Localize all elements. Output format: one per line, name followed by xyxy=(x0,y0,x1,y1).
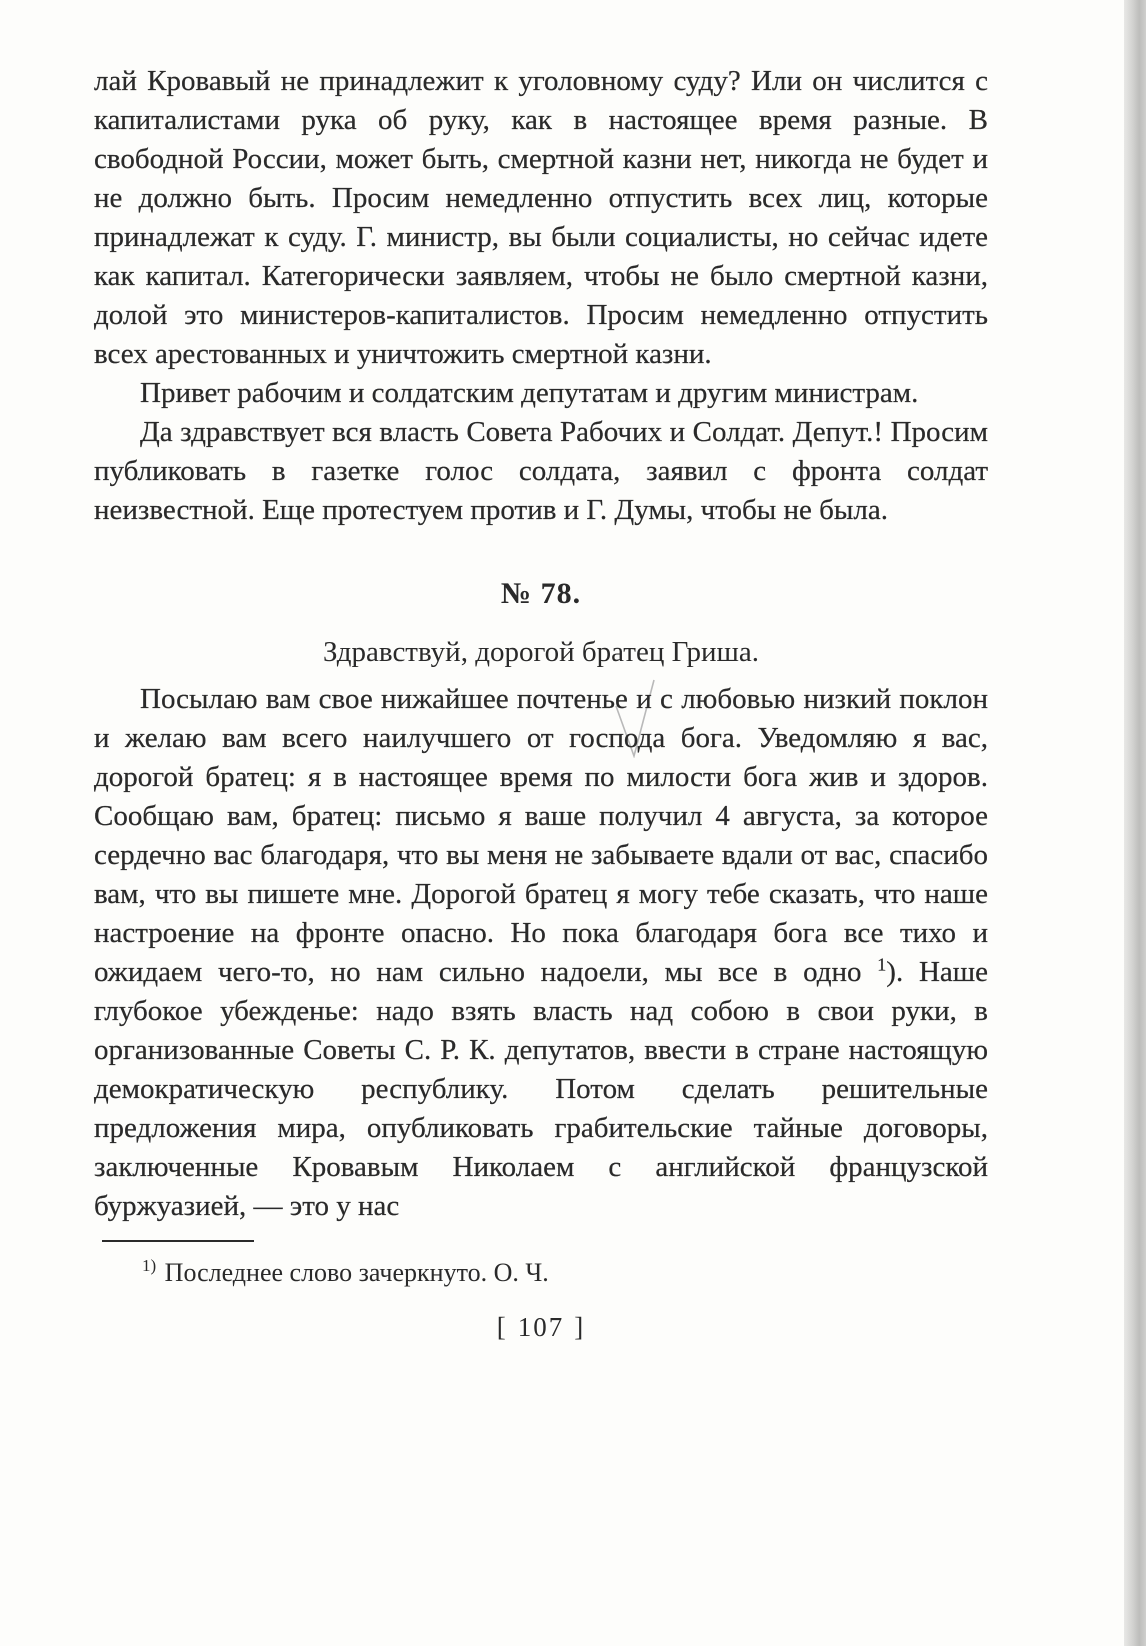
footnote-text: Последнее слово зачеркнуто. О. Ч. xyxy=(164,1258,549,1287)
paragraph-continuation: лай Кровавый не принадлежит к уголовному суду? Или он числится с капиталистами рука об руку, как в настоящее время разные. В свободной России, может быть, смертной казни нет, никогда не будет и не должно быть. Просим немедленно отпустить всех лиц, которые принадлежат к суду. Г. министр, вы были социалисты, но сейчас идете как капитал. Категорически заявляем, чтобы не было смертной казни, долой это министеров-капиталистов. Просим немедленно отпустить всех арестованных и уничтожить смертной казни. xyxy=(94,65,988,370)
page-edge xyxy=(1124,0,1146,1646)
document-page xyxy=(94,62,988,1343)
letter-body-part1: Посылаю вам свое нижайшее почтенье и с любовью низкий поклон и желаю вам всего наилучшего от господа бога. Уведомляю я вас, дорогой братец: я в настоящее время по милости бога жив и здоров. Сообщаю вам, братец: письмо я ваше получил 4 августа, за которое сердечно вас благодаря, что вы меня не забываете вдали от вас, спасибо вам, что вы пишете мне. Дорогой братец я могу тебе сказать, что наше настроение на фронте опасно. Но пока благодаря бога все тихо и ожидаем чего-то, но нам сильно надоели, мы все в одно xyxy=(94,683,988,988)
footnote-divider xyxy=(102,1240,254,1242)
page-number xyxy=(94,1312,988,1343)
page-number-value: 107 xyxy=(517,1312,565,1342)
page-number-close-bracket: ] xyxy=(574,1312,586,1342)
page-number-open-bracket: [ xyxy=(496,1312,508,1342)
document-number-heading: № 78. xyxy=(500,577,582,610)
letter-body-part2: ). Наше глубокое убежденье: надо взять власть над собою в свои руки, в организованные Советы С. Р. К. депутатов, ввести в стране настоящую демократическую республику. Потом сделать решительные предложения мира, опубликовать грабительские тайные договоры, заключенные Кровавым Николаем с английской французской буржуазией, — это у нас xyxy=(94,956,988,1222)
letter-body xyxy=(94,680,988,1226)
footnote-mark: 1) xyxy=(142,1256,157,1276)
footnote xyxy=(142,1256,988,1290)
letter-greeting: Здравствуй, дорогой братец Гриша. xyxy=(322,636,760,668)
paragraph-soviet: Да здравствует вся власть Совета Рабочих и Солдат. Депут.! Просим публиковать в газетке голос солдата, заявил с фронта солдат неизвестной. Еще протестуем против и Г. Думы, чтобы не была. xyxy=(94,416,988,526)
paragraph-greetings: Привет рабочим и солдатским депутатам и другим министрам. xyxy=(140,377,919,409)
footnote-reference: 1 xyxy=(877,954,887,975)
